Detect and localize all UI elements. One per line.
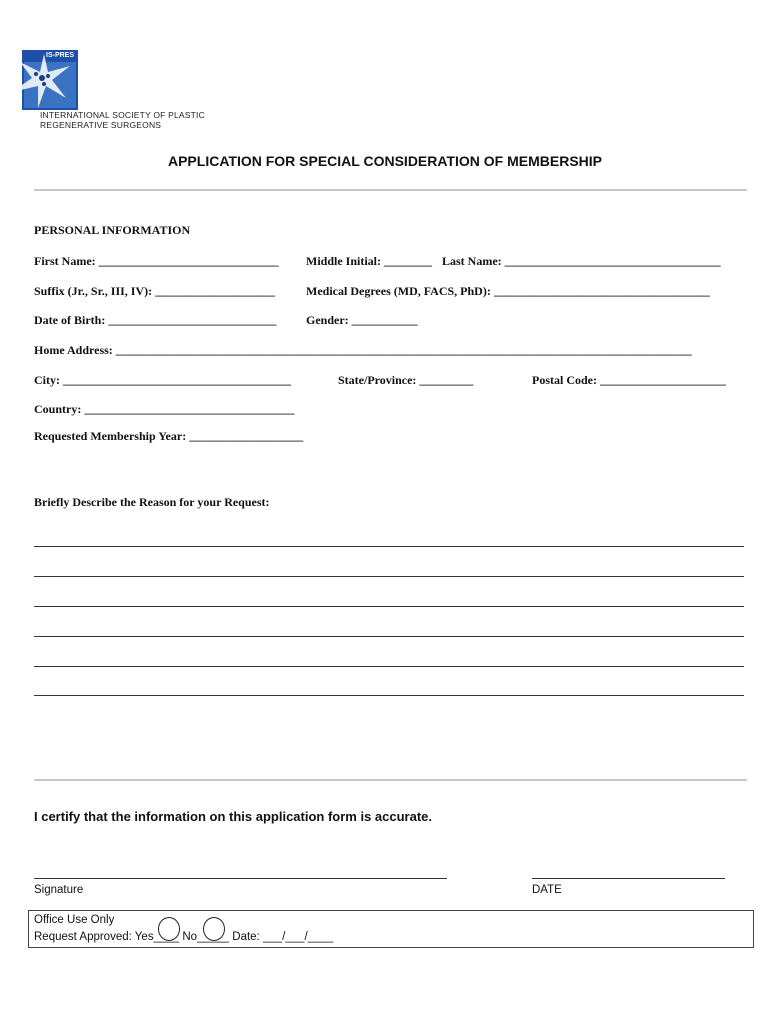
approved-label: Request Approved: Yes [34, 931, 154, 943]
reason-line[interactable] [34, 695, 744, 696]
title-divider [34, 189, 747, 191]
no-circle-icon[interactable] [203, 917, 225, 941]
reason-line[interactable] [34, 666, 744, 667]
reason-label: Briefly Describe the Reason for your Request: [34, 495, 270, 509]
reason-line[interactable] [34, 576, 744, 577]
middle-initial-field[interactable]: Middle Initial: ________ [306, 254, 433, 268]
date-line[interactable] [532, 878, 725, 879]
page-title: APPLICATION FOR SPECIAL CONSIDERATION OF MEMBERSHIP [167, 153, 603, 169]
reason-line[interactable] [34, 636, 744, 637]
reason-line[interactable] [34, 546, 744, 547]
medical-degrees-field[interactable]: Medical Degrees (MD, FACS, PhD): ____________________________________ [306, 284, 710, 298]
certify-statement: I certify that the information on this application form is accurate. [34, 809, 433, 824]
reason-line[interactable] [34, 606, 744, 607]
date-label: DATE [532, 884, 562, 896]
section-divider [34, 779, 747, 781]
membership-year-field[interactable]: Requested Membership Year: ___________________ [34, 429, 304, 443]
yes-circle-icon[interactable] [158, 917, 180, 941]
home-address-field[interactable]: Home Address: ________________________________________________________________________________________________ [34, 343, 692, 357]
signature-label: Signature [34, 884, 84, 896]
office-date-field[interactable]: Date: ___/___/____ [232, 931, 334, 943]
country-field[interactable]: Country: ___________________________________ [34, 402, 295, 416]
logo [8, 48, 205, 132]
postal-code-field[interactable]: Postal Code: _____________________ [532, 373, 726, 387]
last-name-field[interactable]: Last Name: ____________________________________ [442, 254, 721, 268]
suffix-field[interactable]: Suffix (Jr., Sr., III, IV): ____________________ [34, 284, 276, 298]
signature-line[interactable] [34, 878, 447, 879]
first-name-field[interactable]: First Name: ______________________________ [34, 254, 279, 268]
logo-badge: IS-PRES [46, 52, 75, 59]
personal-heading: PERSONAL INFORMATION [34, 223, 191, 237]
city-field[interactable]: City: ______________________________________ [34, 373, 291, 387]
gender-field[interactable]: Gender: ___________ [306, 313, 418, 327]
logo-line-2: REGENERATIVE SURGEONS [40, 120, 162, 130]
yes-blank[interactable]: ____ [153, 931, 180, 943]
state-field[interactable]: State/Province: _________ [338, 373, 474, 387]
office-use-heading: Office Use Only [34, 914, 115, 926]
office-approved-row [34, 931, 333, 943]
no-label: No [182, 931, 198, 943]
logo-line-1: INTERNATIONAL SOCIETY OF PLASTIC [40, 110, 205, 120]
dob-field[interactable]: Date of Birth: ____________________________ [34, 313, 277, 327]
no-blank[interactable]: _____ [197, 931, 230, 943]
